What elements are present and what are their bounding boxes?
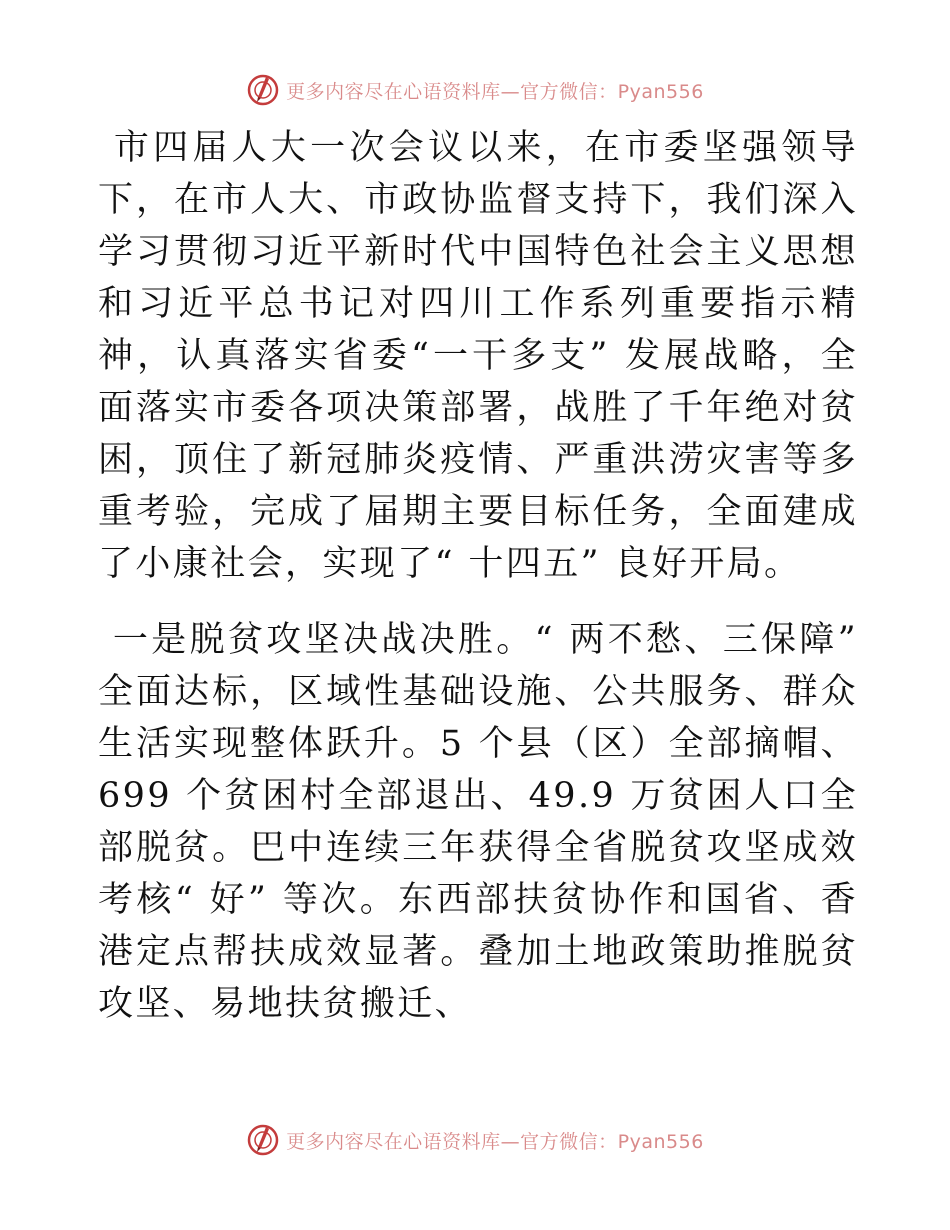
pen-circle-icon bbox=[246, 73, 280, 107]
paragraph-2 bbox=[98, 614, 858, 1030]
pen-circle-icon bbox=[246, 1123, 280, 1157]
watermark-text: 更多内容尽在心语资料库—官方微信：Pyan556 bbox=[286, 80, 704, 103]
paragraph-1-text: 市四届人大一次会议以来，在市委坚强领导下，在市人大、市政协监督支持下，我们深入学习贯彻习近平新时代中国特色社会主义思想和习近平总书记对四川工作系列重要指示精神，认真落实省委“一干多支” 发展战略，全面落实市委各项决策部署，战胜了千年绝对贫困，顶住了新冠肺炎疫情、严重洪涝灾害等多重考验，完成了届期主要目标任务，全面建成了小康社会，实现了“ 十四五” 良好开局。 bbox=[98, 128, 858, 584]
footer-watermark bbox=[0, 1120, 950, 1160]
watermark-text: 更多内容尽在心语资料库—官方微信：Pyan556 bbox=[286, 1130, 704, 1153]
header-watermark bbox=[0, 70, 950, 110]
paragraph-2-text: 一是脱贫攻坚决战决胜。“ 两不愁、三保障” 全面达标，区域性基础设施、公共服务、群众生活实现整体跃升。5 个县（区）全部摘帽、699 个贫困村全部退出、49.9 万贫困人口全部脱贫。巴中连续三年获得全省脱贫攻坚成效考核“ 好” 等次。东西部扶贫协作和国省、香港定点帮扶成效显著。叠加土地政策助推脱贫攻坚、易地扶贫搬迁、 bbox=[98, 620, 858, 1024]
document-body bbox=[98, 122, 858, 1030]
paragraph-1 bbox=[98, 122, 858, 590]
